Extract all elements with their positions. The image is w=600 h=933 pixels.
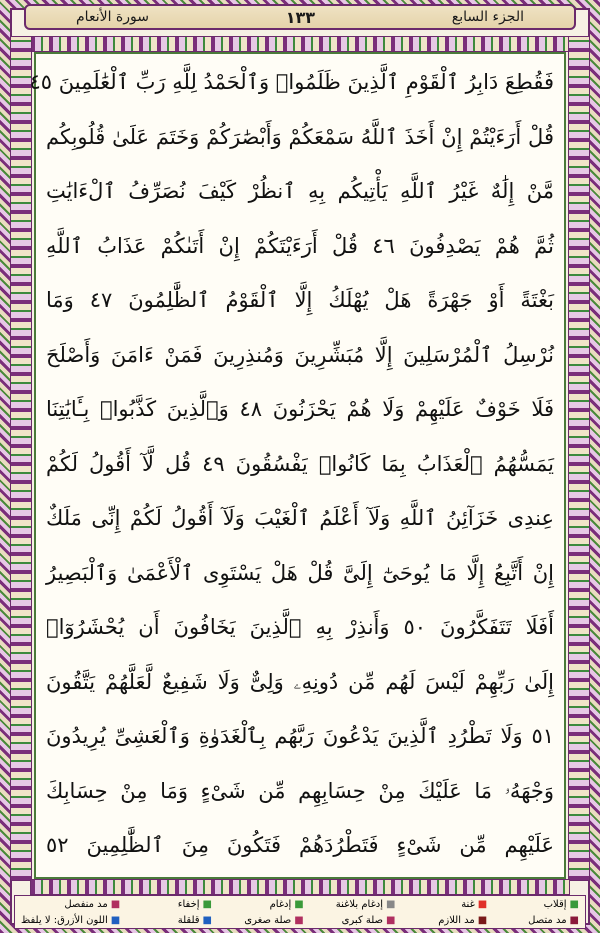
text-line: وَجْهَهُۥ مَا عَلَيْكَ مِنْ حِسَابِهِم مِّن شَىْءٍ وَمَا مِنْ حِسَابِكَ [46, 778, 554, 803]
legend-item [120, 899, 212, 910]
text-line: أَفَلَا تَتَفَكَّرُونَ ٥٠ وَأَنذِرْ بِهِ ٱلَّذِينَ يَخَافُونَ أَن يُحْشَرُوٓا۟ [46, 615, 554, 639]
legend-swatch: ■ [569, 898, 579, 910]
legend-label: إقلاب [543, 898, 567, 910]
left-ornamental-border [10, 36, 32, 881]
text-line: عِندِى خَزَآئِنُ ٱللَّهِ وَلَآ أَعْلَمُ ٱلْغَيْبَ وَلَآ أَقُولُ لَكُمْ إِنِّى مَلَكٌ [46, 506, 554, 530]
text-line: نُرْسِلُ ٱلْمُرْسَلِينَ إِلَّا مُبَشِّرِينَ وَمُنذِرِينَ فَمَنْ ءَامَنَ وَأَصْلَحَ [46, 342, 554, 367]
legend-label: إدغام بلاغنة [335, 898, 384, 910]
text-line: بَغْتَةً أَوْ جَهْرَةً هَلْ يُهْلَكُ إِلَّا ٱلْقَوْمُ ٱلظَّٰلِمُونَ ٤٧ وَمَا [46, 288, 554, 312]
legend-item [212, 915, 304, 926]
text-line: يَمَسُّهُمُ ٱلْعَذَابُ بِمَا كَانُوا۟ يَفْسُقُونَ ٤٩ قُل لَّآ أَقُولُ لَكُمْ [46, 451, 554, 476]
legend-label: صلة كبرى [341, 914, 384, 926]
legend-label: إخفاء [177, 898, 200, 910]
legend-item [487, 899, 579, 910]
tajweed-legend [14, 895, 586, 929]
legend-item [212, 899, 304, 910]
top-ornamental-border [30, 36, 570, 52]
legend-swatch: ■ [386, 914, 396, 926]
right-ornamental-border [568, 36, 590, 881]
page-header [24, 4, 576, 30]
quran-text-area [29, 52, 566, 879]
legend-label: قلقلة [177, 914, 200, 926]
legend-label: مد متصل [528, 914, 567, 926]
legend-swatch: ■ [294, 898, 304, 910]
legend-item [304, 899, 396, 910]
legend-swatch: ■ [110, 898, 121, 910]
legend-item [21, 915, 120, 926]
bottom-ornamental-border [30, 879, 570, 895]
legend-item [396, 915, 488, 926]
legend-item [304, 915, 396, 926]
legend-label: مد اللازم [438, 914, 475, 926]
legend-label: غنة [461, 898, 475, 910]
legend-swatch: ■ [477, 898, 488, 910]
text-line: إِنْ أَتَّبِعُ إِلَّا مَا يُوحَىٰٓ إِلَىَّ قُلْ هَلْ يَسْتَوِى ٱلْأَعْمَىٰ وَٱلْبَصِيرُ [46, 560, 554, 585]
text-line: ٥١ وَلَا تَطْرُدِ ٱلَّذِينَ يَدْعُونَ رَبَّهُم بِٱلْغَدَوٰةِ وَٱلْعَشِىِّ يُرِيدُونَ [46, 724, 554, 748]
text-line: قُلْ أَرَءَيْتُمْ إِنْ أَخَذَ ٱللَّهُ سَمْعَكُمْ وَأَبْصَٰرَكُمْ وَخَتَمَ عَلَىٰ قُلُوبِكُم [46, 124, 554, 149]
legend-label: مد منفصل [64, 898, 108, 910]
legend-label: اللون الأزرق: لا يلفظ [21, 914, 108, 926]
page-number: ١٣٣ [285, 7, 316, 27]
legend-swatch: ■ [202, 898, 212, 910]
legend-item [120, 915, 212, 926]
legend-item [487, 915, 579, 926]
legend-item [396, 899, 488, 910]
juz-label: الجزء السابع [451, 9, 524, 25]
text-line: إِلَىٰ رَبِّهِمْ لَيْسَ لَهُم مِّن دُونِهِۦ وَلِىٌّ وَلَا شَفِيعٌ لَّعَلَّهُمْ يَتَّقُونَ [46, 669, 554, 694]
text-line: ثُمَّ هُمْ يَصْدِفُونَ ٤٦ قُلْ أَرَءَيْتَكُمْ إِنْ أَتَىٰكُمْ عَذَابُ ٱللَّهِ [46, 233, 554, 258]
legend-item [21, 899, 120, 910]
legend-swatch: ■ [569, 914, 579, 926]
legend-swatch: ■ [386, 898, 396, 910]
text-line: فَلَا خَوْفٌ عَلَيْهِمْ وَلَا هُمْ يَحْزَنُونَ ٤٨ وَٱلَّذِينَ كَذَّبُوا۟ بِـَٔايَٰتِنَا [46, 397, 555, 421]
legend-swatch: ■ [110, 914, 121, 926]
legend-label: صلة صغرى [244, 914, 292, 926]
legend-label: إدغام [269, 898, 292, 910]
legend-swatch: ■ [477, 914, 488, 926]
surah-label: سورة الأنعام [76, 9, 149, 25]
text-line: عَلَيْهِم مِّن شَىْءٍ فَتَطْرُدَهُمْ فَتَكُونَ مِنَ ٱلظَّٰلِمِينَ ٥٢ [46, 833, 554, 857]
text-line: مَّنْ إِلَٰهٌ غَيْرُ ٱللَّهِ يَأْتِيكُم بِهِ ٱنظُرْ كَيْفَ نُصَرِّفُ ٱلْءَايَٰتِ [46, 179, 554, 203]
text-line: فَقُطِعَ دَابِرُ ٱلْقَوْمِ ٱلَّذِينَ ظَلَمُوا۟ وَٱلْحَمْدُ لِلَّهِ رَبِّ ٱلْعَٰلَمِينَ ٤٥ [29, 70, 554, 94]
legend-swatch: ■ [202, 914, 212, 926]
legend-swatch: ■ [294, 914, 304, 926]
